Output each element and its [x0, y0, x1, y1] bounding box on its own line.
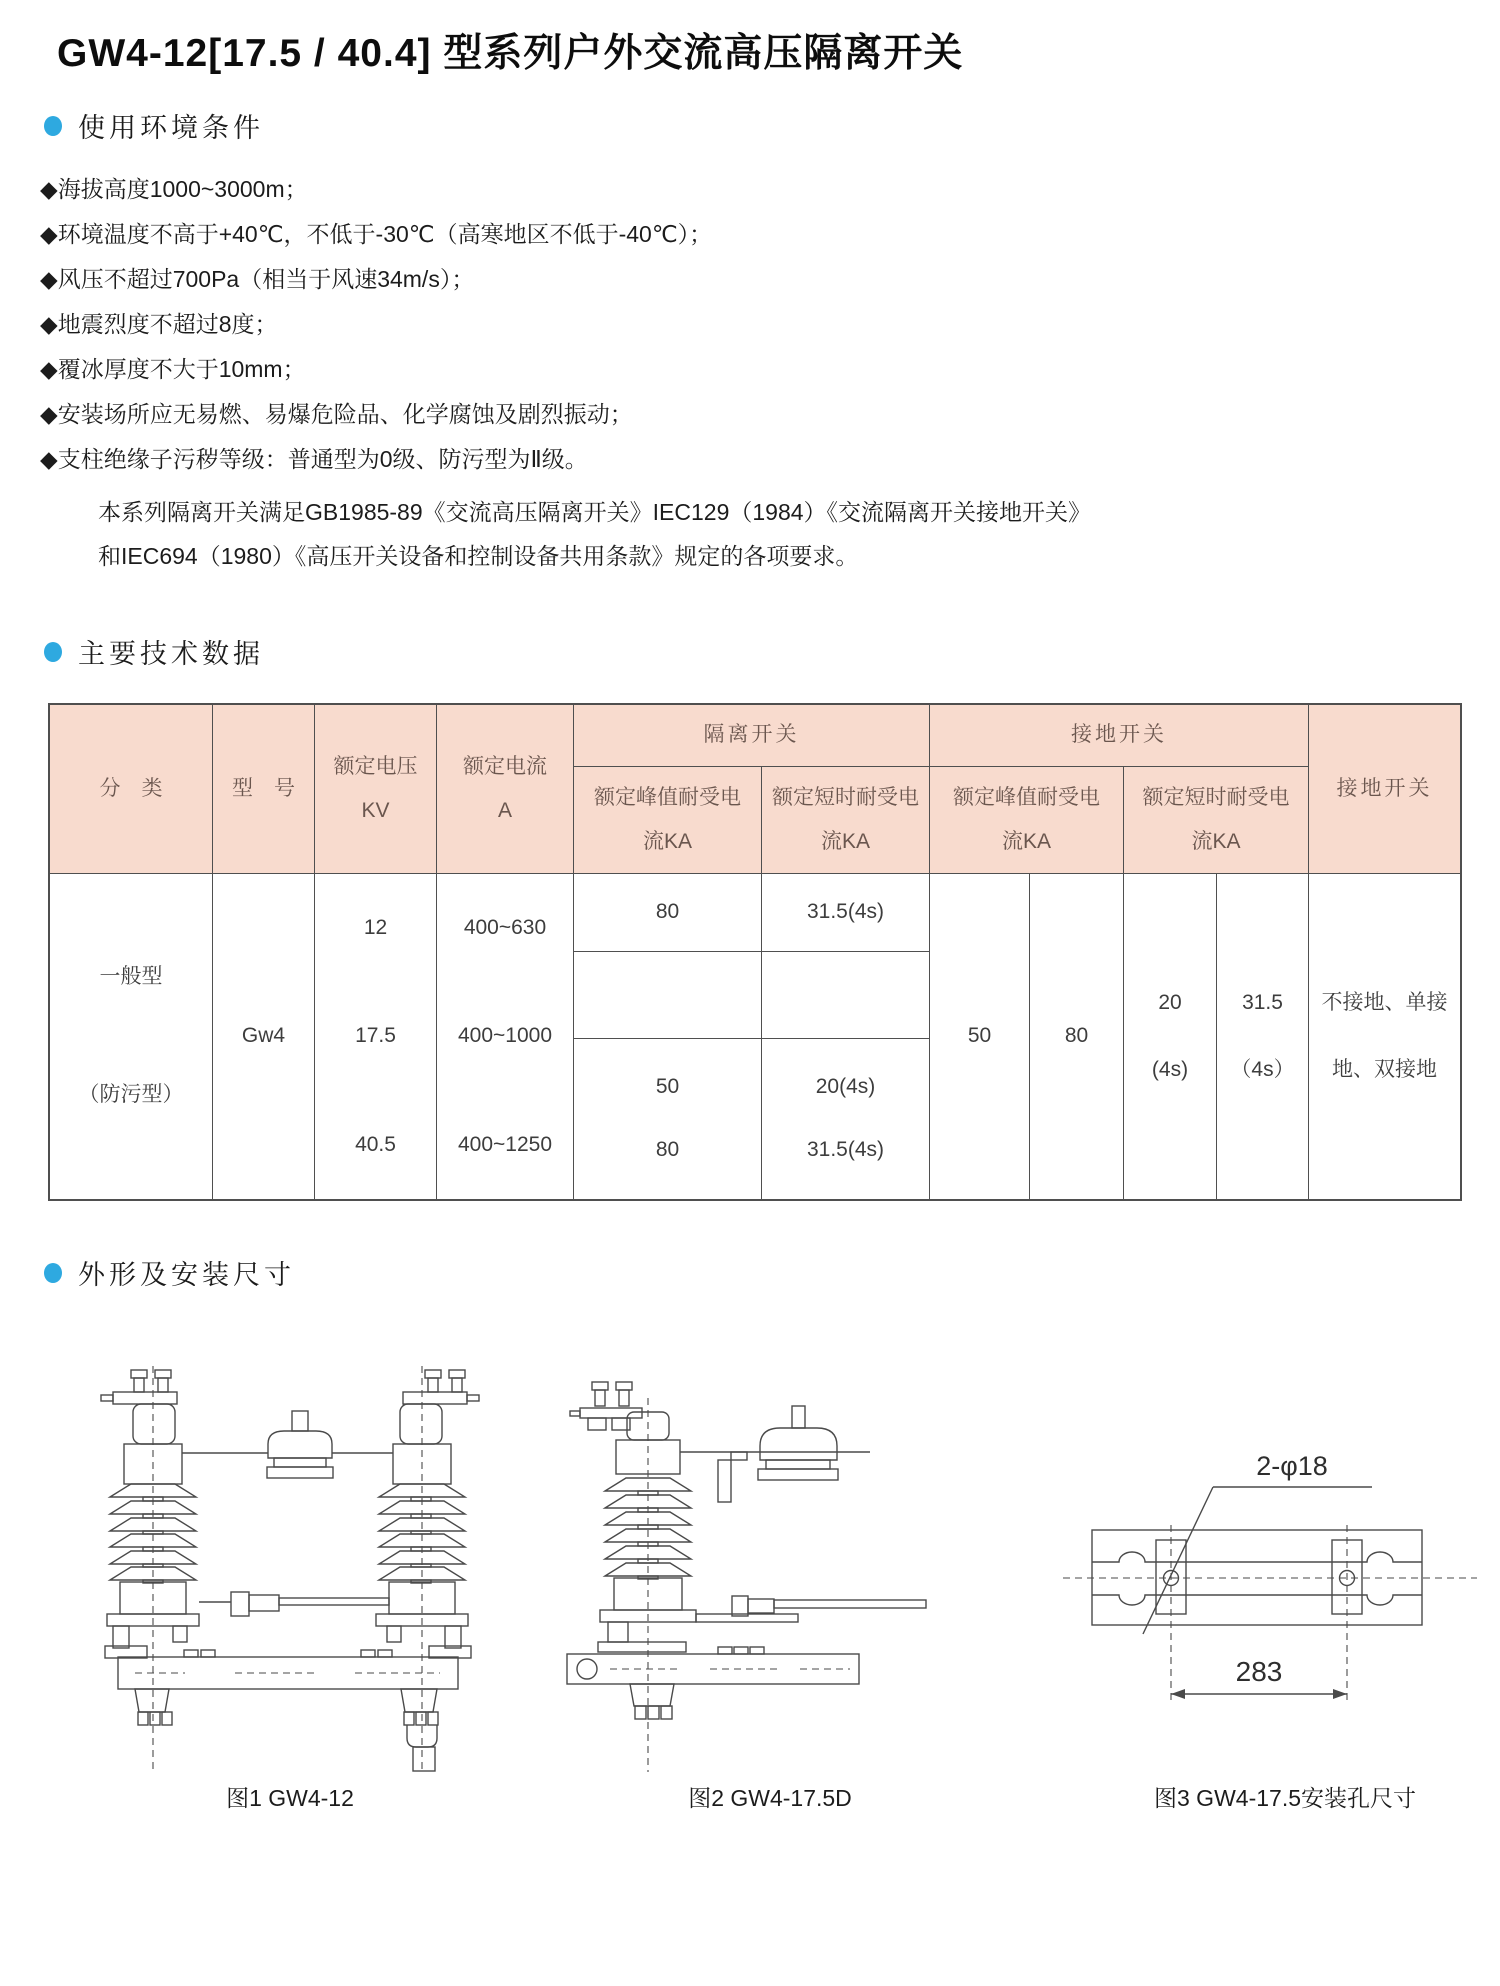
- td-disc-peak-r3: [574, 1039, 762, 1199]
- th-earth-short-line1: 额定短时耐受电: [1142, 785, 1290, 809]
- usage-bullet: ◆风压不超过700Pa（相当于风速34m/s）；: [40, 266, 475, 292]
- th-disc-short-line2: 流KA: [820, 830, 870, 853]
- section-tech-heading: [44, 632, 264, 671]
- td-currents: [437, 874, 574, 1199]
- td-disc-short-r3b: 31.5(4s): [806, 1138, 885, 1162]
- td-earth-peak-a: 50: [930, 874, 1030, 1199]
- th-disc-short: [762, 767, 930, 874]
- td-disc-short-r3a: 20(4s): [815, 1075, 876, 1099]
- td-earthing-mode: [1309, 874, 1460, 1199]
- th-earth-peak: [930, 767, 1124, 874]
- th-earthing-mode: 接地开关: [1309, 705, 1460, 874]
- td-disc-peak-r2-empty: [574, 952, 762, 1039]
- td-disc-peak-r3a: 50: [655, 1075, 680, 1099]
- td-disc-short-r2-empty: [762, 952, 930, 1039]
- td-disc-short-r1: 31.5(4s): [762, 874, 930, 952]
- td-earth-short-b-line1: 31.5: [1242, 991, 1283, 1015]
- td-earthing-mode-line2: 地、双接地: [1332, 1057, 1437, 1081]
- th-disc-peak-line1: 额定峰值耐受电: [594, 785, 741, 809]
- td-earth-short-a-line1: 20: [1158, 991, 1182, 1015]
- section-outline-heading: [44, 1253, 295, 1292]
- usage-bullet: ◆海拔高度1000~3000m；: [40, 176, 308, 202]
- th-rated-current-line2: A: [497, 799, 512, 822]
- td-classification-line2: （防污型）: [78, 1083, 184, 1107]
- th-model: 型 号: [213, 705, 315, 874]
- figure-mounting-holes-drawing: [1055, 1425, 1485, 1735]
- td-model: Gw4: [213, 874, 315, 1199]
- th-disc-peak: [574, 767, 762, 874]
- td-disc-peak-r1: 80: [574, 874, 762, 952]
- th-earth-short-line2: 流KA: [1191, 830, 1241, 853]
- blue-dot-icon: [44, 1263, 62, 1283]
- usage-conditions-list: [40, 165, 1400, 480]
- td-earth-short-a-line2: (4s): [1151, 1057, 1189, 1081]
- td-earth-short-b-line2: （4s）: [1230, 1057, 1295, 1081]
- standards-note-line1: 本系列隔离开关满足GB1985-89《交流高压隔离开关》IEC129（1984）《交流隔离开关接地开关》: [98, 498, 1092, 525]
- usage-bullet: ◆支柱绝缘子污秽等级：普通型为0级、防污型为Ⅱ级。: [40, 446, 588, 472]
- td-voltage-40-5: 40.5: [355, 1132, 396, 1156]
- th-earth-peak-line1: 额定峰值耐受电: [953, 785, 1100, 809]
- td-current-2: 400~1000: [457, 1024, 553, 1048]
- td-disc-short-r3: [762, 1039, 930, 1199]
- td-earthing-mode-line1: 不接地、单接: [1321, 991, 1448, 1015]
- standards-note-line2: 和IEC694（1980）《高压开关设备和控制设备共用条款》规定的各项要求。: [98, 542, 859, 569]
- th-classification: 分 类: [50, 705, 213, 874]
- th-earth-short: [1124, 767, 1309, 874]
- td-earth-short-a: [1124, 874, 1217, 1199]
- th-disc-short-line1: 额定短时耐受电: [772, 785, 919, 809]
- th-disc-peak-line2: 流KA: [642, 830, 692, 853]
- th-group-earthing: 接地开关: [930, 705, 1309, 767]
- th-rated-voltage-line2: KV: [361, 799, 390, 822]
- page-title: GW4-12[17.5 / 40.4] 型系列户外交流高压隔离开关: [57, 32, 964, 75]
- td-earth-short-b: [1217, 874, 1309, 1199]
- th-group-disconnect: 隔离开关: [574, 705, 930, 767]
- fig3-hole-label: 2-φ18: [1256, 1451, 1328, 1481]
- figure-2-caption: 图2 GW4-17.5D: [688, 1785, 852, 1811]
- th-rated-voltage-line1: 额定电压: [333, 754, 418, 778]
- outline-heading-label: 外形及安装尺寸: [78, 1260, 295, 1290]
- th-rated-current: [437, 705, 574, 874]
- td-disc-peak-r3b: 80: [655, 1138, 680, 1162]
- fig3-span-label: 283: [1235, 1656, 1283, 1687]
- tech-heading-label: 主要技术数据: [78, 639, 264, 669]
- figure-3-caption: 图3 GW4-17.5安装孔尺寸: [1154, 1785, 1416, 1811]
- th-rated-current-line1: 额定电流: [463, 754, 547, 778]
- usage-heading-label: 使用环境条件: [78, 113, 264, 143]
- usage-bullet: ◆地震烈度不超过8度；: [40, 311, 278, 337]
- usage-bullet: ◆环境温度不高于+40℃，不低于-30℃（高寒地区不低于-40℃）；: [40, 221, 713, 247]
- th-earth-peak-line2: 流KA: [1001, 830, 1051, 853]
- td-classification: [50, 874, 213, 1199]
- td-current-3: 400~1250: [457, 1132, 553, 1156]
- figure-gw4-17-5d-drawing: [480, 1352, 950, 1792]
- td-earth-peak-b: 80: [1030, 874, 1124, 1199]
- usage-bullet: ◆安装场所应无易燃、易爆危险品、化学腐蚀及剧烈振动；: [40, 401, 633, 427]
- blue-dot-icon: [44, 642, 62, 662]
- th-rated-voltage: [315, 705, 437, 874]
- blue-dot-icon: [44, 116, 62, 136]
- tech-data-table: [48, 703, 1462, 1201]
- td-current-1: 400~630: [463, 915, 547, 939]
- td-voltage-17-5: 17.5: [355, 1024, 396, 1048]
- figure-1-caption: 图1 GW4-12: [226, 1785, 354, 1811]
- td-classification-line1: 一般型: [99, 965, 163, 989]
- figure-gw4-12-drawing: [55, 1352, 500, 1792]
- section-usage-heading: [44, 106, 264, 145]
- td-voltages: [315, 874, 437, 1199]
- usage-bullet: ◆覆冰厚度不大于10mm；: [40, 356, 306, 382]
- td-voltage-12: 12: [363, 915, 388, 939]
